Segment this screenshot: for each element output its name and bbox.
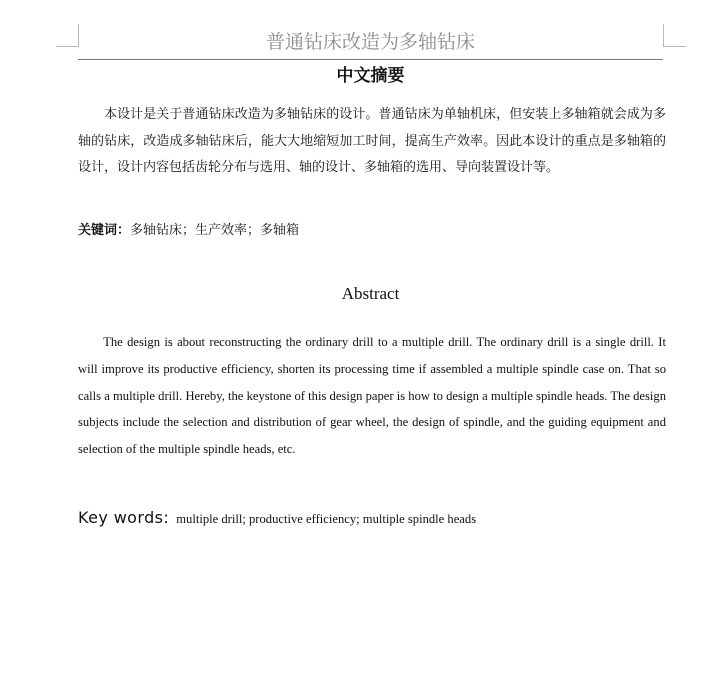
page-corner-mark-left bbox=[56, 24, 79, 47]
english-keywords-label: Key words: bbox=[78, 508, 170, 527]
chinese-keywords-label: 关键词： bbox=[78, 223, 131, 238]
chinese-abstract-body: 本设计是关于普通钻床改造为多轴钻床的设计。普通钻床为单轴机床，但安装上多轴箱就会成为多轴的钻床，改造成多轴钻床后，能大大地缩短加工时间，提高生产效率。因此本设计的重点是多轴箱的设计，设计内容包括齿轮分布与选用、轴的设计、多轴箱的选用、导向装置设计等。 bbox=[78, 107, 666, 175]
header-divider bbox=[78, 59, 663, 60]
english-keywords-value: multiple drill; productive efficiency; multiple spindle heads bbox=[176, 512, 477, 526]
chinese-abstract-title: 中文摘要 bbox=[336, 66, 405, 86]
english-abstract-body: The design is about reconstructing the ordinary drill to a multiple drill. The ordinary drill is a single drill. It will improve its productive efficiency, shorten its processing time if assembled a multiple spindle case on. That so calls a multiple drill. Hereby, the keystone of this design paper is how to design a multiple spindle heads. The design subjects include the selection and distribution of gear wheel, the design of spindle, and the guiding equipment and selection of the multiple spindle heads, etc. bbox=[78, 335, 666, 457]
page-header-title: 普通钻床改造为多轴钻床 bbox=[265, 31, 475, 53]
english-keywords bbox=[78, 508, 678, 527]
chinese-keywords-value: 多轴钻床；生产效率；多轴箱 bbox=[130, 223, 300, 238]
chinese-keywords bbox=[78, 219, 666, 243]
page-corner-mark-right bbox=[663, 24, 686, 47]
english-abstract-title: Abstract bbox=[341, 284, 400, 303]
